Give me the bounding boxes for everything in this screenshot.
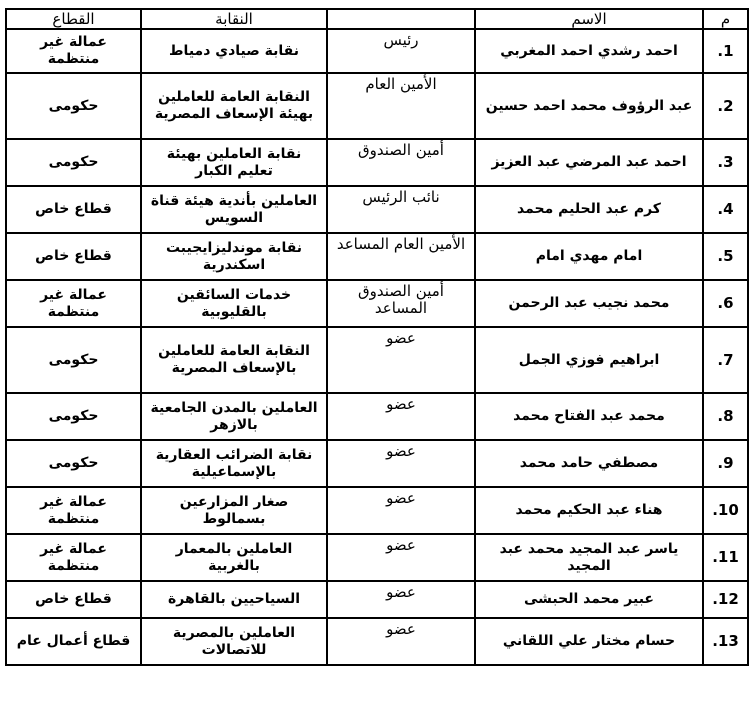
cell-union-text: العاملين بأندية هيئة قناة السويس [150, 192, 318, 226]
cell-role-text: نائب الرئيس [362, 188, 440, 206]
cell-sector [6, 139, 141, 186]
cell-sector [6, 440, 141, 487]
cell-role [327, 233, 475, 280]
header-name: الاسم [475, 9, 703, 29]
cell-sector-text: عمالة غير منتظمة [40, 493, 107, 527]
header-union: النقابة [141, 9, 327, 29]
cell-role-text: عضو [386, 442, 416, 460]
cell-name-text: كرم عبد الحليم محمد [517, 201, 661, 217]
cell-union-text: نقابة الضرائب العقارية بالإسماعيلية [155, 446, 313, 480]
cell-union-text: خدمات السائقين بالقليوبية [176, 286, 292, 320]
cell-name-text: امام مهدي امام [535, 248, 643, 264]
table-row [6, 618, 748, 665]
cell-role [327, 186, 475, 233]
cell-union [141, 327, 327, 393]
cell-role-text: الأمين العام المساعد [336, 235, 466, 253]
cell-name-text: حسام مختار علي اللقاني [502, 633, 676, 649]
table-row [6, 487, 748, 534]
cell-union-text: النقابة العامة للعاملين بهيئة الإسعاف المصرية [154, 89, 314, 122]
cell-number [703, 139, 748, 186]
cell-union [141, 618, 327, 665]
table-row [6, 280, 748, 327]
cell-name-text: ياسر عبد المجيد محمد عبد المجيد [499, 540, 679, 574]
cell-role-text: عضو [386, 489, 416, 507]
members-table-wrapper [5, 8, 739, 666]
cell-union-text: العاملين بالمعمار بالغربية [175, 540, 293, 574]
cell-union [141, 487, 327, 534]
cell-name [475, 534, 703, 581]
cell-sector [6, 29, 141, 73]
cell-union [141, 186, 327, 233]
cell-sector-text: قطاع أعمال عام [16, 633, 131, 649]
cell-name [475, 186, 703, 233]
cell-number-text: 7. [717, 350, 734, 369]
cell-role [327, 139, 475, 186]
cell-sector-text: عمالة غير منتظمة [40, 540, 107, 574]
cell-role-text: أمين الصندوق المساعد [358, 282, 444, 317]
cell-union [141, 581, 327, 618]
cell-role [327, 440, 475, 487]
cell-number-text: 12. [712, 590, 739, 608]
cell-sector [6, 186, 141, 233]
header-number: م [703, 9, 748, 29]
cell-sector-text: قطاع خاص [35, 591, 112, 607]
cell-union-text: نقابة العاملين بهيئة تعليم الكبار [166, 145, 302, 179]
header-sector: القطاع [6, 9, 141, 29]
cell-name [475, 139, 703, 186]
cell-name [475, 73, 703, 139]
cell-number-text: 6. [717, 294, 734, 312]
cell-role [327, 534, 475, 581]
cell-sector [6, 233, 141, 280]
table-row [6, 73, 748, 139]
cell-union-text: العاملين بالمدن الجامعية بالازهر [150, 399, 318, 433]
cell-role [327, 73, 475, 139]
cell-name-text: مصطفي حامد محمد [519, 455, 659, 471]
cell-name [475, 29, 703, 73]
cell-number [703, 29, 748, 73]
cell-name [475, 440, 703, 487]
cell-name-text: عبير محمد الحبشى [524, 591, 654, 607]
cell-union [141, 440, 327, 487]
table-row [6, 139, 748, 186]
cell-name [475, 618, 703, 665]
cell-number-text: 9. [717, 454, 734, 472]
cell-number-text: 10. [712, 501, 739, 519]
cell-role-text: عضو [386, 395, 416, 413]
cell-role-text: عضو [386, 329, 416, 347]
header-role [327, 9, 475, 29]
cell-role-text: أمين الصندوق [358, 141, 444, 159]
cell-number-text: 4. [717, 200, 734, 218]
cell-sector [6, 280, 141, 327]
cell-union [141, 73, 327, 139]
cell-role-text: عضو [386, 583, 416, 601]
cell-role-text: الأمين العام [365, 75, 437, 93]
cell-number-text: 13. [712, 632, 739, 650]
cell-number [703, 618, 748, 665]
table-row [6, 581, 748, 618]
cell-sector-text: حكومى [48, 97, 99, 114]
cell-role [327, 487, 475, 534]
cell-role [327, 327, 475, 393]
cell-sector [6, 618, 141, 665]
cell-role [327, 29, 475, 73]
cell-name-text: هناء عبد الحكيم محمد [515, 502, 663, 518]
cell-role [327, 280, 475, 327]
table-row [6, 233, 748, 280]
cell-union [141, 233, 327, 280]
cell-role [327, 393, 475, 440]
members-table [5, 8, 749, 666]
cell-sector [6, 487, 141, 534]
cell-number-text: 8. [717, 407, 734, 425]
cell-number [703, 73, 748, 139]
cell-role [327, 581, 475, 618]
cell-role [327, 618, 475, 665]
cell-name-text: احمد عبد المرضي عبد العزيز [491, 154, 687, 170]
cell-union [141, 280, 327, 327]
cell-role-text: عضو [386, 536, 416, 554]
table-row [6, 534, 748, 581]
table-row [6, 440, 748, 487]
cell-sector [6, 393, 141, 440]
cell-number-text: 5. [717, 247, 734, 265]
cell-name [475, 280, 703, 327]
cell-sector [6, 581, 141, 618]
cell-name-text: احمد رشدي احمد المغربي [500, 42, 678, 59]
cell-name [475, 581, 703, 618]
cell-name [475, 487, 703, 534]
cell-number [703, 487, 748, 534]
cell-name-text: عبد الرؤوف محمد احمد حسين [485, 97, 693, 114]
cell-name [475, 327, 703, 393]
cell-union [141, 29, 327, 73]
cell-number [703, 327, 748, 393]
table-header-row [6, 9, 748, 29]
cell-sector-text: عمالة غير منتظمة [40, 286, 107, 320]
cell-sector-text: حكومى [48, 408, 99, 424]
cell-union-text: صغار المزارعين بسمالوط [179, 493, 289, 527]
cell-name-text: ابراهيم فوزي الجمل [518, 351, 660, 368]
cell-number-text: 11. [712, 548, 739, 566]
cell-union [141, 534, 327, 581]
cell-sector [6, 73, 141, 139]
cell-number [703, 581, 748, 618]
cell-number [703, 440, 748, 487]
cell-union [141, 393, 327, 440]
cell-number [703, 280, 748, 327]
cell-number [703, 393, 748, 440]
cell-union-text: نقابة صيادي دمياط [169, 42, 299, 59]
cell-union-text: النقابة العامة للعاملين بالإسعاف المصرية [158, 343, 310, 376]
cell-role-text: عضو [386, 620, 416, 638]
table-row [6, 327, 748, 393]
cell-number-text: 1. [717, 41, 734, 60]
cell-sector [6, 327, 141, 393]
cell-name-text: محمد عبد الفتاح محمد [513, 408, 665, 424]
table-body [6, 29, 748, 665]
table-row [6, 29, 748, 73]
cell-sector-text: قطاع خاص [35, 248, 112, 264]
cell-union-text: نقابة موندليزايجيبت اسكندرية [165, 239, 303, 273]
table-row [6, 393, 748, 440]
cell-number-text: 2. [717, 96, 734, 115]
cell-number [703, 233, 748, 280]
cell-number [703, 186, 748, 233]
cell-role-text: رئيس [383, 31, 419, 49]
cell-sector [6, 534, 141, 581]
cell-name [475, 233, 703, 280]
cell-union-text: السياحيين بالقاهرة [167, 591, 301, 607]
cell-number-text: 3. [717, 153, 734, 171]
cell-number [703, 534, 748, 581]
cell-sector-text: حكومى [48, 455, 99, 471]
cell-name [475, 393, 703, 440]
table-row [6, 186, 748, 233]
cell-sector-text: حكومى [48, 154, 99, 170]
cell-sector-text: قطاع خاص [35, 201, 112, 217]
cell-union [141, 139, 327, 186]
cell-sector-text: عمالة غير منتظمة [40, 34, 107, 67]
cell-union-text: العاملين بالمصرية للاتصالات [172, 624, 296, 658]
cell-name-text: محمد نجيب عبد الرحمن [508, 295, 670, 311]
cell-sector-text: حكومى [48, 351, 99, 368]
